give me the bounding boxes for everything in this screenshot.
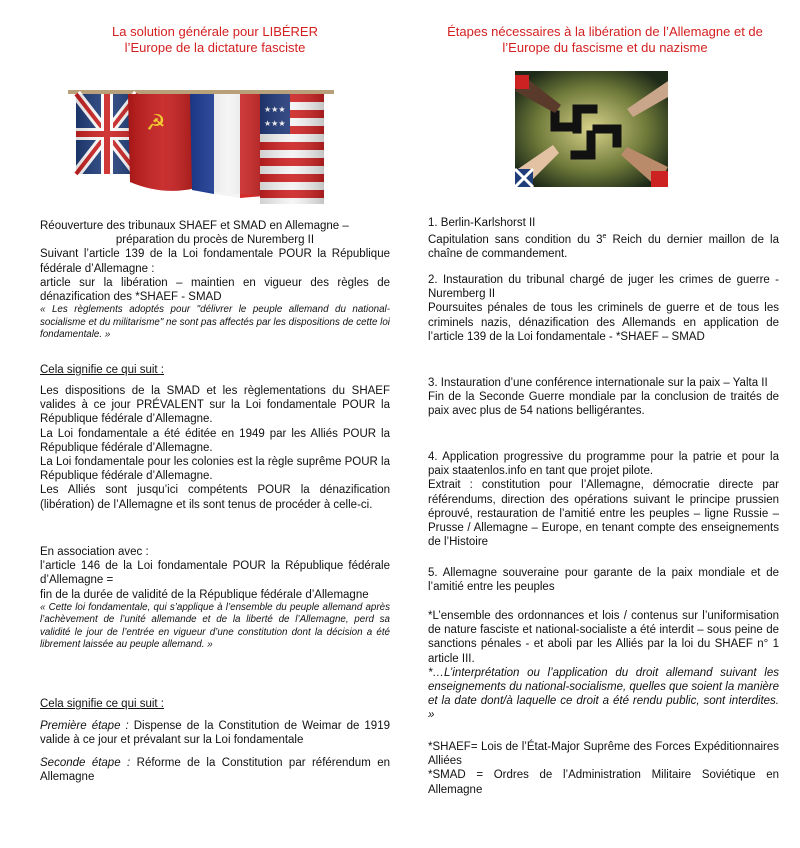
left-heading-line1: La solution générale pour LIBÉRER: [112, 24, 318, 39]
right-def2: *SMAD = Ordres de l’Administration Militaire Soviétique en Allemagne: [428, 769, 779, 796]
right-heading-line1: Étapes nécessaires à la libération de l’Allemagne et de: [447, 24, 763, 39]
allied-flags-image: [68, 78, 334, 206]
left-s3-p2: l’article 146 de la Loi fondamentale POUR la République fédérale d’Allemagne =: [40, 560, 390, 587]
right-section-3: [428, 376, 779, 419]
left-cela-1: [40, 363, 390, 377]
france-flag-icon: [190, 94, 266, 198]
right-section-1: [428, 216, 779, 261]
right-s5-title: 5. Allemagne souveraine pour garante de la paix mondiale et de l’amitié entre les peuples: [428, 567, 779, 594]
left-heading: [40, 24, 390, 56]
right-heading-line2: l’Europe du fascisme et du nazisme: [502, 40, 708, 55]
right-def1: *SHAEF= Lois de l’État-Major Suprême des Forces Expéditionnaires Alliées: [428, 741, 779, 768]
right-section-2: [428, 273, 779, 344]
right-heading: [420, 24, 790, 56]
right-s2-text: Poursuites pénales de tous les criminels de guerre et de tous les criminels nazis, dénazification des Allemands en application de l’article 139 de la Loi fondamentale - *SHAEF – SMAD: [428, 302, 779, 343]
step2-text: Réforme de la Constitution par référendum en Allemagne: [40, 757, 391, 784]
left-s2-p3: La Loi fondamentale pour les colonies est la règle suprême POUR la République fédérale d’Allemagne.: [40, 456, 390, 483]
left-section-3: [40, 545, 390, 651]
hands-breaking-swastika-image: [515, 71, 668, 187]
left-s3-p3: fin de la durée de validité de la République fédérale d’Allemagne: [40, 588, 369, 601]
right-s4-text: Extrait : constitution pour l’Allemagne, démocratie directe par référendums, direction des opérations suivant le principe prussien éprouvé, restauration de l’amitié entre les peuples – ligne Russie – Prusse / Allemagne – Europe, en tenant compte des enseignements de l’Histoire: [428, 479, 779, 549]
ussr-flag-icon: [128, 94, 198, 191]
left-s2-p1: Les dispositions de la SMAD et les règlementations du SHAEF valides à ce jour PRÉVALENT sur la Loi fondamentale POUR la République fédérale d’Allemagne.: [40, 385, 390, 426]
left-s1-p1: Suivant l’article 139 de la Loi fondamentale POUR la République fédérale d’Allemagne :: [40, 248, 390, 275]
left-s1-title-line2: préparation du procès de Nuremberg II: [115, 234, 315, 247]
left-s1-title-line1: Réouverture des tribunaux SHAEF et SMAD en Allemagne –: [40, 220, 349, 232]
left-section-1: [40, 219, 390, 341]
left-s2-p2: La Loi fondamentale a été éditée en 1949 par les Alliés POUR la République fédérale d’Allemagne.: [40, 427, 390, 454]
left-s3-p1: En association avec :: [40, 546, 149, 558]
left-cela-2: [40, 697, 390, 711]
right-s3-text: Fin de la Seconde Guerre mondiale par la conclusion de traités de paix avec plus de 54 nations belligérantes.: [428, 391, 779, 418]
left-s3-quote: « Cette loi fondamentale, qui s’applique à l’ensemble du peuple allemand après l’achèvement de l’unité allemande et de la liberté de l’Allemagne, perd sa validité le jour de l’entrée en vigueur d’une constitution dont la décision a été librement laissée au peuple allemand. »: [40, 601, 390, 651]
right-notes: [428, 609, 779, 723]
usa-flag-icon: [260, 94, 324, 204]
right-note1: *L’ensemble des ordonnances et lois / contenus sur l’uniformisation de nature fasciste et national-socialiste a été interdit – sous peine de sanctions pénales - et aboli par les Alliés par la loi du SHAEF n° 1 article III.: [428, 610, 779, 665]
right-s1-sup: e: [602, 233, 607, 241]
left-step-2: [40, 756, 390, 784]
left-s1-quote: « Les règlements adoptés pour "délivrer le peuple allemand du national-socialisme et du militarisme" ne sont pas affectés par les dispositions de cette loi fondamentale. »: [40, 304, 390, 341]
right-s3-title: 3. Instauration d’une conférence internationale sur la paix – Yalta II: [428, 377, 768, 389]
right-s1-text-a: Capitulation sans condition du 3: [428, 234, 603, 247]
right-s1-title: 1. Berlin-Karlshorst II: [428, 217, 536, 229]
step1-label: Première étape :: [40, 720, 129, 732]
left-cela2: Cela signifie ce qui suit :: [40, 698, 165, 710]
right-section-4: [428, 450, 779, 549]
right-s1-text-b: Reich du dernier maillon de la chaîne de commandement.: [428, 234, 779, 261]
right-definitions: [428, 740, 779, 797]
left-cela1: Cela signifie ce qui suit :: [40, 364, 165, 376]
left-step-1: [40, 719, 390, 747]
right-section-5: [428, 566, 779, 594]
right-s4-title: 4. Application progressive du programme pour la patrie et pour la paix staatenlos.info en tant que projet pilote.: [428, 451, 779, 478]
left-heading-line2: l’Europe de la dictature fasciste: [124, 40, 306, 55]
right-note2: *…L’interprétation ou l’application du droit allemand suivant les enseignements du national-socialisme, quelles que soient la manière et la date dont/à laquelle ce droit a été rendu public, sont interdites. »: [428, 666, 779, 722]
left-section-2: [40, 384, 390, 512]
step1-text: Dispense de la Constitution de Weimar de 1919 valide à ce jour et prévalant sur la Loi fondamentale: [40, 720, 390, 747]
right-s2-title: 2. Instauration du tribunal chargé de juger les crimes de guerre - Nuremberg II: [428, 274, 779, 301]
step2-label: Seconde étape :: [40, 757, 131, 769]
left-s2-p4: Les Alliés sont jusqu’ici compétents POUR la dénazification (libération) de l’Allemagne et ils sont tenus de procéder à celle-ci.: [40, 484, 390, 511]
left-s1-p2: article sur la libération – maintien en vigueur des règles de dénazification des *SHAEF - SMAD: [40, 276, 390, 304]
